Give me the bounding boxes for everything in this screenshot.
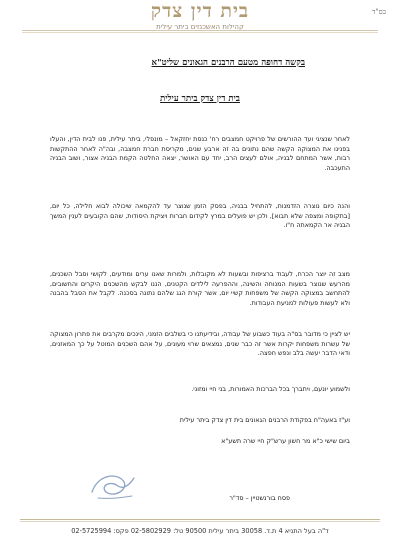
bsd-mark: בס"ד [372,8,386,16]
paragraph-2: והנה כיום נוצרה הזדמנות, להתחיל בבניה, בפסק הזמן שנוצר עד להקמאה שיכולה לבוא חלילה, כל יום, [בתקופה ומצפה שלא תבוא], ולכן יש פועלים במרץ לקידום חברות ויציקת היסודות, שהם הקובעים לענין המשך הבניה אר הקמאתה ח"ו. [50,202,350,230]
letterhead-title: בית דין צדק [150,0,250,22]
paragraph-1: לאחר שנציגי ועד ההורשים של פרויקט חמצבים רח' כנסת יחזקאל – מונפלי, ביתר עילית, פנו לבית הדין, והעלו בפנינו את המצוקה הקשה שהם נתונים בה זה ארבע שנים, מקריסת חברת חמצבה, ובה"ה לאחר ההתקשות רבות, אשר המתחם לבניה, אולם לעצים הרב, יחד עם האושר, יצאה החלטה הקמת הבניה אצור, ושוב הבניה התעכבה. [50,135,350,172]
paragraph-blessing: ולשמוע יונעם, ויתברך בכל הברכות האמורות, בני חיי ומזוני. [191,385,350,393]
header-rule-thin [22,32,378,33]
subject-line: בקשה דחופה מטעם הרבנים הגאונים שליט"א [151,58,305,68]
signature-name: פסח בורנשטיין – סד"ר [229,494,290,502]
paragraph-date: ביום שישי כ"א מר חשון ערש"ק חיי שרה תשע"א [221,437,350,445]
letterhead-subtitle: קהילות האשכנזים ביתר עילית [156,23,244,31]
header-rule [22,30,378,31]
paragraph-4: יש לציין כי מדובר בס"ה בעוד כשבוע של עבודה, ובידיעתנו כי בשלבים הזמני, הינכים מקרבים את פתרון המצוקה של עשרות משפחות יקרות אשר זה כבר שנים, נמצאים שרוי מעונים, על אהם השכנים המוטל על כך המאזנים, ודאי הדבר יעשה בלב ונפש חפצה. [50,330,350,358]
footer-rule-thin [20,521,380,522]
footer-rule [20,519,380,520]
paragraph-3: מצב זה יוצר הכרח, לעבוד ברציפות ובשעות לא מקובלות, ולמרות שאנו ערים ומודעים, לקושי וסבל השכנים, מהרעש שנוצר בשעות המנוחה והשינה, וההפרעה לילדים הקטנים, הננו לבקש מהשכנים היקרים והחשובים, להתחשב במצוקה הקשה של משפחות קשיי יום, אשר קורת הגג שלהם נתונה בסכנה. לקבל את הסבל בהבנה ולא לעשות פעולות למניעת העבודות. [50,270,350,307]
footer-contact: ד"ה בעל התניא 4 ת.ד. 30058 ביתר עילית 90500 טל: 02-5802929 פקס: 02-5725994 [71,527,329,535]
court-line: בית דין צדק ביתר עילית [160,94,240,104]
paragraph-signoff: וע"ז באעה"ח בפקודת הרבנים הגאונים בית דין צדק ביתר עילית [179,416,350,424]
signature-scribble [84,468,140,504]
